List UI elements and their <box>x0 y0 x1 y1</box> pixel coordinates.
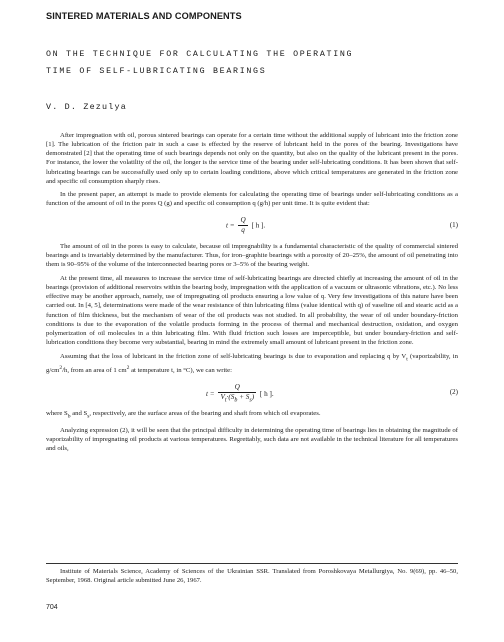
equation-2-lhs: t = <box>206 389 215 398</box>
equation-2-fraction <box>218 383 256 406</box>
equation-1-lhs: t = <box>226 221 235 230</box>
equation-1 <box>46 213 458 237</box>
equation-2-denominator: $V_t\cdot(S_b + S_s)$ <box>220 392 255 404</box>
paragraph-oil-amount: The amount of oil in the pores is easy to calculate, because oil impregnability is a fundamental characteristic of the quality of commercial sintered bearings and is invariably determined by the manufacturer. Thus, for iron–graphite bearings with a porosity of 20–25%, the amount of oil penetrating into them is 90–95% of the volume of the interconnected bearing pores or 3–5% of the bearing weight. <box>46 243 458 269</box>
equation-1-number: (1) <box>449 221 458 230</box>
article-title <box>46 46 466 80</box>
equation-2 <box>46 380 458 404</box>
article-title-line-1: ON THE TECHNIQUE FOR CALCULATING THE OPERATING <box>46 50 354 59</box>
footnote: Institute of Materials Science, Academy of Sciences of the Ukrainian SSR. Translated from Poroshkovaya Metallurgiya, No. 9(69), pp. 46–50, September, 1968. Original article submitted June 26, 1967. <box>46 568 458 584</box>
paragraph-analysis: Analyzing expression (2), it will be seen that the principal difficulty in determining the operating time of bearings lies in obtaining the magnitude of vaporizability of impregnating oil products at various temperatures. Regrettably, such data are not available in the technical literature for all temperatures and oils, <box>46 426 458 452</box>
equation-2-unit: [ h ]. <box>259 389 274 398</box>
equation-1-denominator: q <box>241 226 245 235</box>
equation-1-expression <box>226 216 265 235</box>
section-heading: SINTERED MATERIALS AND COMPONENTS <box>46 11 242 21</box>
article-body <box>46 131 458 458</box>
equation-1-fraction <box>238 216 247 235</box>
page-number: 704 <box>46 604 58 611</box>
paragraph-where: where $S_b$ and $S_s$, respectively, are the surface areas of the bearing and shaft from which oil evaporates. <box>46 409 321 420</box>
equation-1-numerator: Q <box>238 216 247 226</box>
paragraph-measures: At the present time, all measures to increase the service time of self-lubricating bearings are directed chiefly at increasing the amount of oil in the bearings (provision of additional reservoirs within the bearing body, impregnation with the application of a vacuum or ultrasonic vibrations, etc.). No less effective may be another approach, namely, use of impregnating oil products ensuring a low value of q. Very few investigations of this nature have been carried out. In [4, 5], determinations were made of the wear resistance of thin lubricating films (value identical with q) of vaseline oil and stearic acid as a function of film thickness, but the mechanism of wear of the oil products was not studied. In all probability, the wear of oil under boundary-friction conditions is due to the evaporation of the volatile products forming in the process of thermal and mechanical destruction, oxidation, and oxygen polymerization of oil molecules in a thin lubricating film. With fluid friction such losses are imperceptible, but under boundary-friction and self-lubrication conditions they become very substantial, bearing in mind the extremely small amount of lubricant present in the friction zone. <box>46 274 458 346</box>
equation-1-unit: [ h ]. <box>251 221 266 230</box>
equation-2-number: (2) <box>449 387 458 396</box>
footnote-divider <box>46 563 458 564</box>
paragraph-present-paper: In the present paper, an attempt is made to provide elements for calculating the operating time of bearings under self-lubricating conditions as a function of the amount of oil in the pores Q (g) and specific oil consumption q (g/h) per unit time. It is quite evident that: <box>46 191 458 208</box>
paragraph-intro: After impregnation with oil, porous sintered bearings can operate for a certain time without the additional supply of lubricant into the friction zone [1]. The lubrication of the friction pair in such a case is effected by the reserve of lubricant held in the pores of the bearing. Investigations have demonstrated [2] that the operating time of such bearings depends not only on the quantity, but also on the quality of the lubricant present in the pores. For instance, the lower the volatility of the oil, the longer is the service time of the bearing under self-lubricating conditions. It has been shown that self-lubricating bearings can be successfully used only up to certain loading conditions, above which critical temperatures are generated in the friction zone and specific oil consumption sharply rises. <box>46 132 458 185</box>
equation-2-expression <box>206 383 274 406</box>
article-title-line-2: TIME OF SELF-LUBRICATING BEARINGS <box>46 67 267 76</box>
paragraph-assumption: Assuming that the loss of lubricant in the friction zone of self-lubricating bearings is due to evaporation and replacing q by $V_t$ (vaporizability, in $g/cm^2/h$, from an area of 1 $cm^2$ at temperature t, in °C), we can write: <box>46 352 458 375</box>
equation-2-numerator: Q <box>218 383 256 393</box>
author-name: V. D. Zezulya <box>46 102 127 112</box>
